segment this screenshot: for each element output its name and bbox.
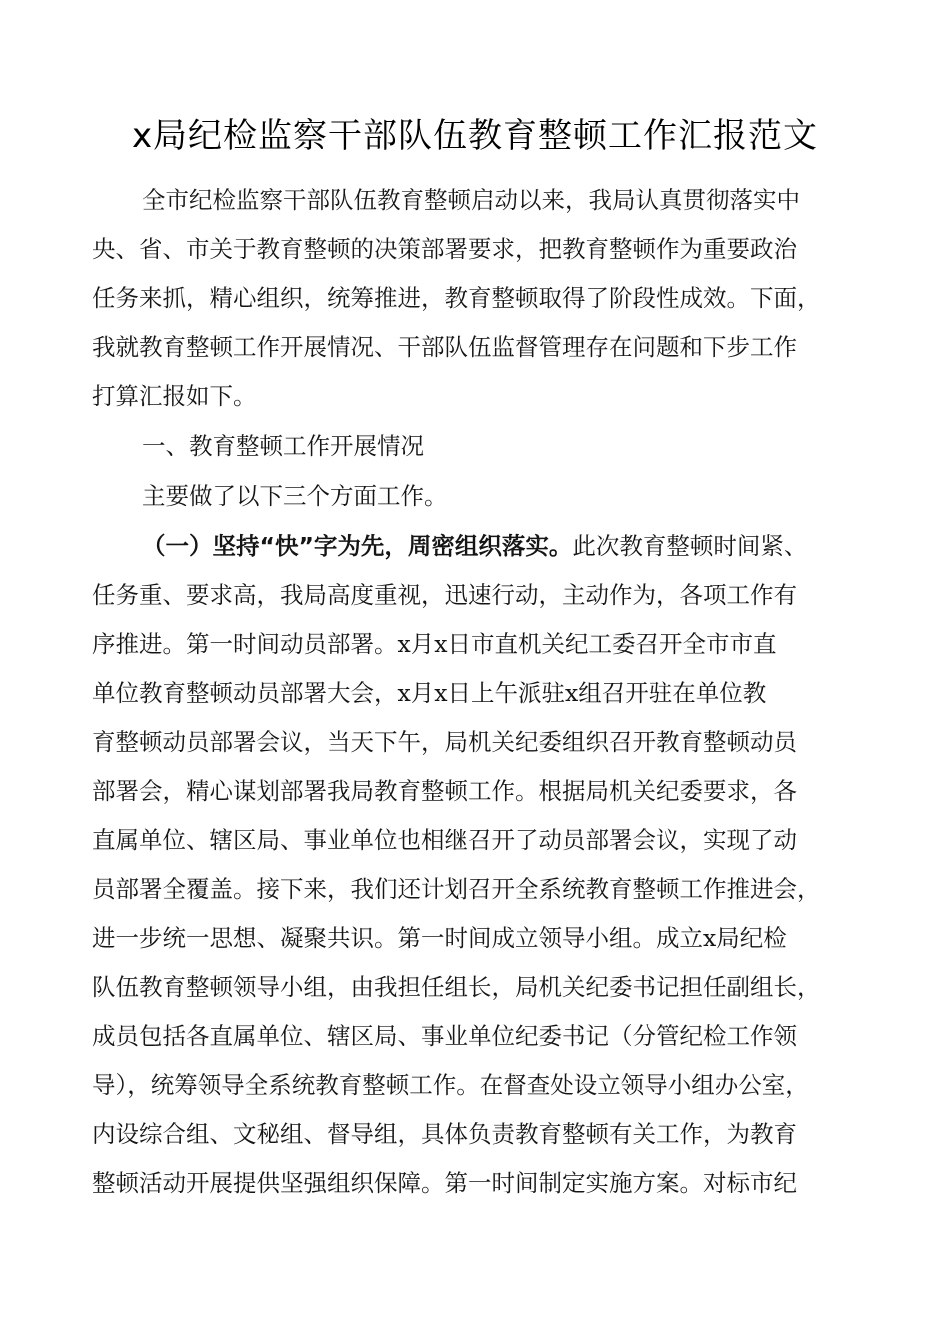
body-line: 直属单位、辖区局、事业单位也相继召开了动员部署会议，实现了动: [92, 826, 797, 854]
intro-line: 我就教育整顿工作开展情况、干部队伍监督管理存在问题和下步工作: [92, 333, 797, 361]
body-line: 导），统筹领导全系统教育整顿工作。在督查处设立领导小组办公室，: [92, 1071, 809, 1099]
body-line: 进一步统一思想、凝聚共识。第一时间成立领导小组。成立x局纪检: [92, 924, 787, 952]
intro-line: 全市纪检监察干部队伍教育整顿启动以来，我局认真贯彻落实中: [142, 186, 800, 214]
body-line: 部署会，精心谋划部署我局教育整顿工作。根据局机关纪委要求，各: [92, 777, 797, 805]
subsection-text: 此次教育整顿时间紧、: [572, 532, 808, 560]
body-line: 成员包括各直属单位、辖区局、事业单位纪委书记（分管纪检工作领: [92, 1022, 797, 1050]
body-line: 任务重、要求高，我局高度重视，迅速行动，主动作为，各项工作有: [92, 581, 797, 609]
body-line: 序推进。第一时间动员部署。x月x日市直机关纪工委召开全市市直: [92, 630, 777, 658]
intro-line: 任务来抓，精心组织，统筹推进，教育整顿取得了阶段性成效。下面，: [92, 284, 821, 312]
body-line: 员部署全覆盖。接下来，我们还计划召开全系统教育整顿工作推进会，: [92, 875, 821, 903]
body-line: 单位教育整顿动员部署大会，x月x日上午派驻x组召开驻在单位教: [92, 679, 767, 707]
section-lead: 主要做了以下三个方面工作。: [142, 482, 448, 510]
document-title: x局纪检监察干部队伍教育整顿工作汇报范文: [131, 116, 819, 156]
body-line: 整顿活动开展提供坚强组织保障。第一时间制定实施方案。对标市纪: [92, 1169, 797, 1197]
body-line: 育整顿动员部署会议，当天下午，局机关纪委组织召开教育整顿动员: [92, 728, 797, 756]
subsection-title: （一）坚持“快”字为先，周密组织落实。: [142, 532, 573, 560]
body-line: 队伍教育整顿领导小组，由我担任组长，局机关纪委书记担任副组长，: [92, 973, 821, 1001]
intro-line: 央、省、市关于教育整顿的决策部署要求，把教育整顿作为重要政治: [92, 235, 797, 263]
subsection-first-line: [142, 530, 872, 562]
intro-line: 打算汇报如下。: [92, 382, 257, 410]
body-line: 内设综合组、文秘组、督导组，具体负责教育整顿有关工作，为教育: [92, 1120, 797, 1148]
section-heading: 一、教育整顿工作开展情况: [142, 432, 424, 460]
